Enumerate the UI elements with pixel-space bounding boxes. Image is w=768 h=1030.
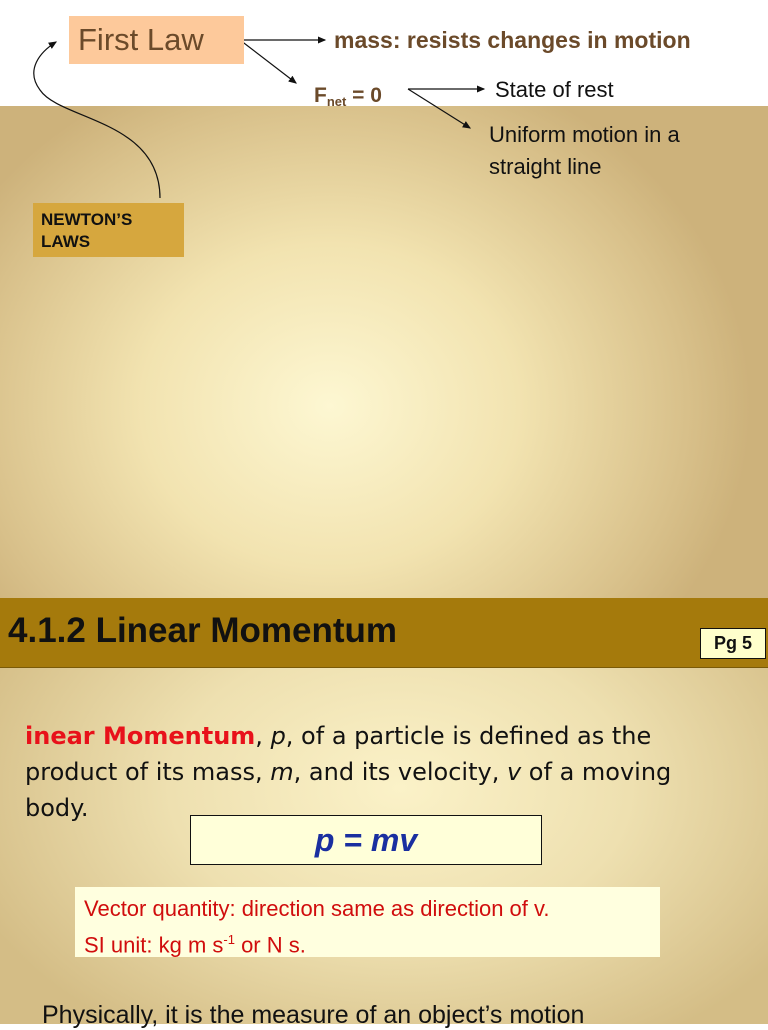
si-unit-line [84, 924, 651, 960]
uniform-motion-label: Uniform motion in a straight line [489, 122, 680, 179]
momentum-formula: p = mv [190, 815, 542, 865]
definition-paragraph [25, 718, 725, 826]
si-unit-text: SI unit: kg m s [84, 932, 224, 958]
symbol-v: v [506, 758, 522, 786]
state-of-rest-label: State of rest [495, 77, 614, 102]
definition-text-2: , of a particle is defined as the product of its mass, [25, 722, 652, 786]
vector-note-box [75, 887, 660, 957]
first-law-box: First Law [69, 16, 244, 64]
fnet-label [314, 84, 382, 108]
definition-text-3: , and its velocity, [293, 758, 507, 786]
si-unit-alt: or N s. [234, 932, 306, 958]
definition-term: inear Momentum [25, 722, 256, 750]
page-reference-badge: Pg 5 [700, 628, 766, 659]
slide-title: 4.1.2 Linear Momentum [8, 611, 397, 650]
newtons-laws-box: NEWTON’S LAWS [33, 203, 184, 257]
vector-quantity-line: Vector quantity: direction same as direction of v. [84, 896, 550, 921]
mass-label: mass: resists changes in motion [334, 27, 691, 53]
fnet-equation: = 0 [346, 84, 382, 107]
symbol-m: m [270, 758, 294, 786]
physical-meaning-text: Physically, it is the measure of an object’s motion [42, 1001, 585, 1029]
fnet-symbol: F [314, 84, 327, 107]
definition-text-4: of a moving body. [25, 758, 672, 822]
symbol-p: p [270, 722, 286, 750]
definition-text-1: , [255, 722, 271, 750]
fnet-subscript: net [326, 94, 347, 109]
si-unit-exponent: -1 [223, 932, 235, 947]
